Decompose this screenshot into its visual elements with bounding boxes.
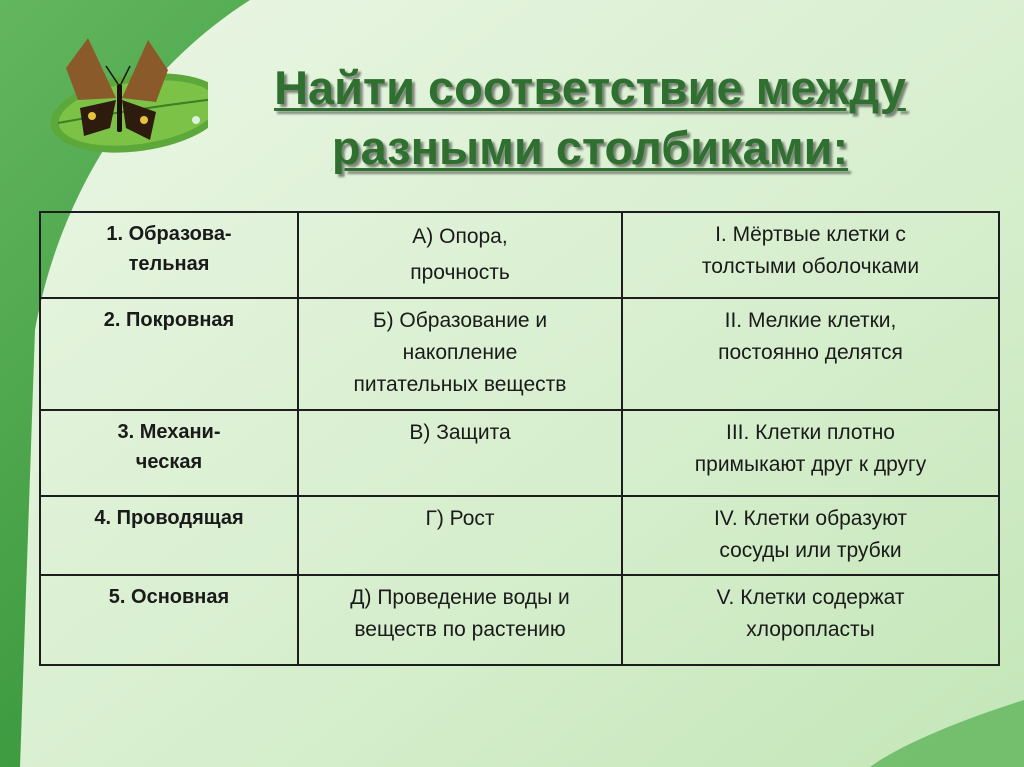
table-cell [40, 575, 298, 665]
butterfly-leaf-icon [18, 28, 208, 153]
table-cell [40, 298, 298, 410]
function-label: А) Опора, прочность [410, 225, 510, 284]
page-title: Найти соответствие между разными столбиками: [274, 61, 906, 174]
table-cell [40, 496, 298, 575]
table-row [40, 298, 999, 410]
function-label: Г) Рост [425, 506, 495, 530]
table-row [40, 496, 999, 575]
table-cell [298, 496, 622, 575]
matching-table [39, 211, 1000, 666]
cell-structure-label: IV. Клетки образуют сосуды или трубки [713, 506, 908, 562]
cell-structure-label: I. Мёртвые клетки с толстыми оболочками [701, 223, 920, 278]
table-cell [298, 212, 622, 298]
table-row [40, 212, 999, 298]
table-cell [622, 212, 999, 298]
table-row [40, 575, 999, 665]
cell-structure-label: III. Клетки плотно примыкают друг к другу [694, 421, 927, 477]
table-row [40, 410, 999, 495]
table-cell [622, 496, 999, 575]
cell-structure-label: II. Мелкие клетки, постоянно делятся [718, 309, 903, 365]
tissue-label: 2. Покровная [103, 309, 235, 332]
table-cell [40, 410, 298, 495]
table-cell [40, 212, 298, 298]
tissue-label: 5. Основная [108, 585, 230, 608]
table-cell [298, 575, 622, 665]
table-cell [622, 410, 999, 495]
table-cell [622, 298, 999, 410]
table-cell [622, 575, 999, 665]
function-label: В) Защита [409, 421, 511, 445]
tissue-label: 4. Проводящая [94, 506, 244, 529]
table-cell [298, 298, 622, 410]
cell-structure-label: V. Клетки содержат хлоропласты [716, 585, 905, 641]
function-label: Б) Образование и накопление питательных веществ [353, 309, 567, 397]
tissue-label: 3. Механи- ческая [117, 421, 221, 474]
function-label: Д) Проведение воды и веществ по растению [350, 585, 570, 641]
table-cell [298, 410, 622, 495]
tissue-label: 1. Образова- тельная [106, 223, 232, 275]
